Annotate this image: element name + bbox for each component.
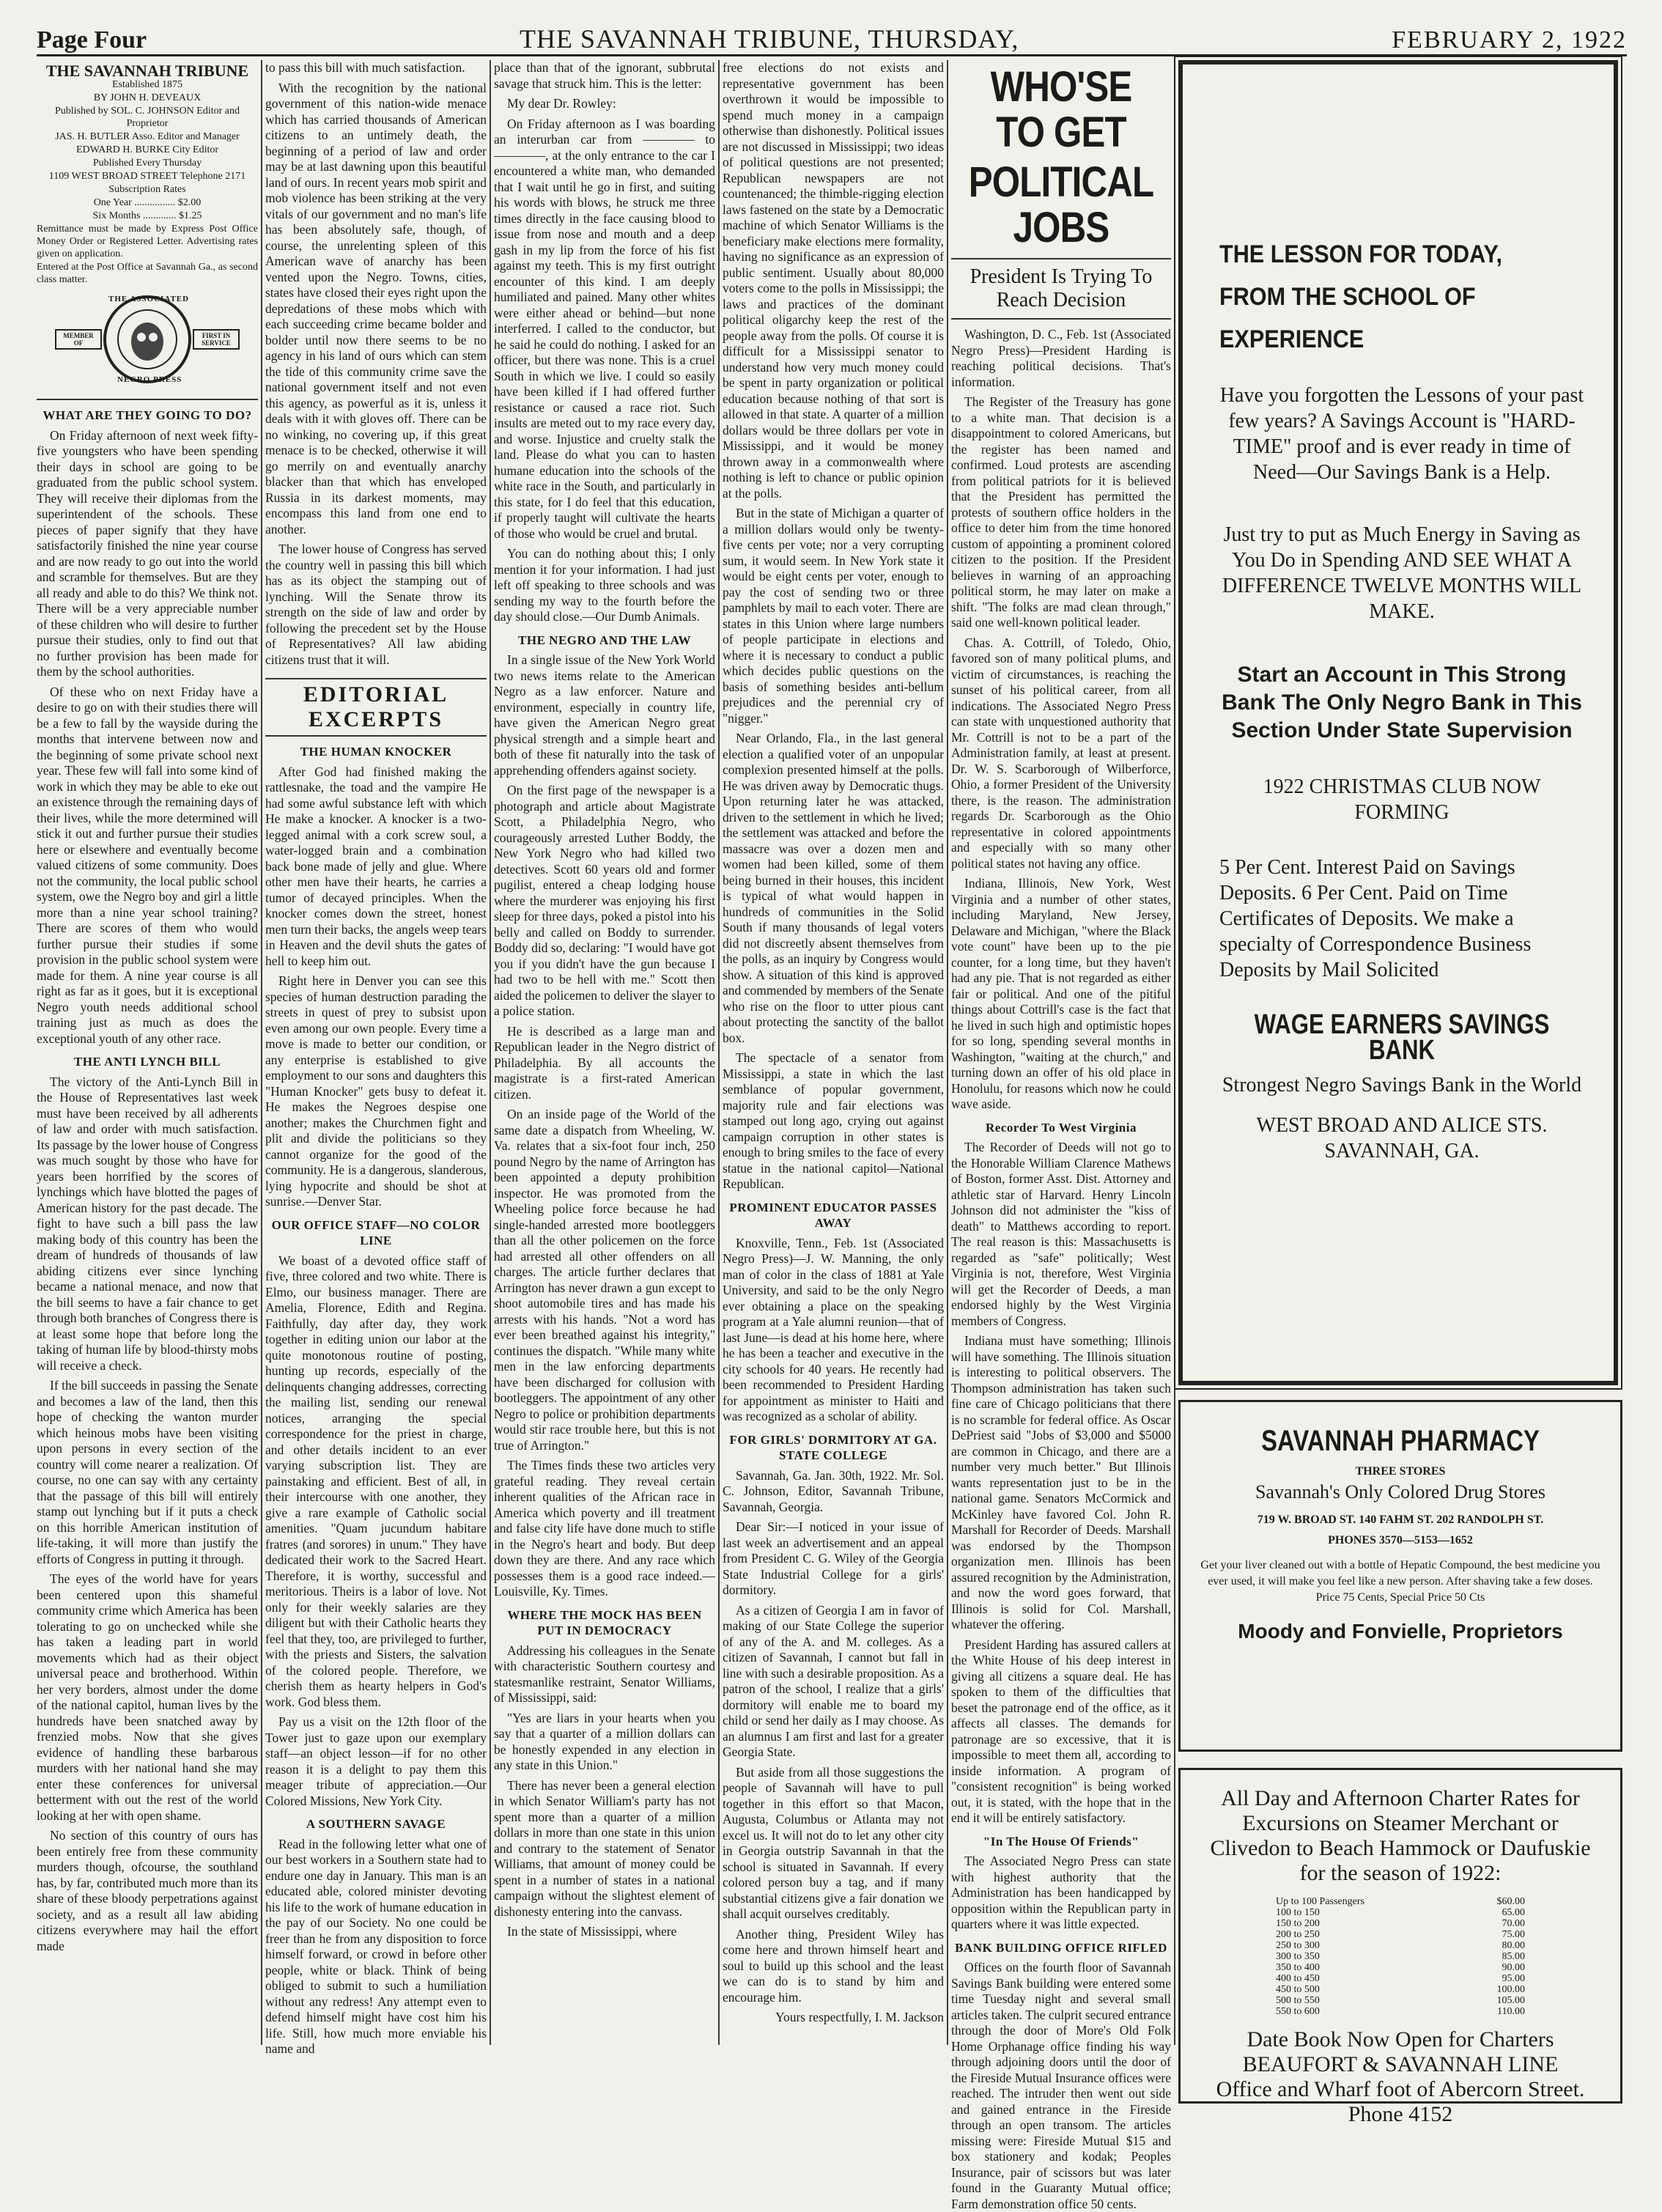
ad-interest: 5 Per Cent. Interest Paid on Savings Deposits. 6 Per Cent. Paid on Time Certificates of Deposits. We make a specialty of Correspondence Business Deposits by Mail Solicited: [1219, 856, 1532, 981]
signature: Yours respectfully, I. M. Jackson: [775, 2010, 944, 2024]
ad-lesson-heading: [1219, 233, 1548, 361]
publisher-line: Published by SOL. C. JOHNSON Editor and Proprietor: [54, 106, 240, 129]
column-rule: [261, 60, 262, 2045]
charter-rate-price: 85.00: [1502, 1951, 1525, 1962]
paragraph: Read in the following letter what one of our best workers in a Southern state had to endure one day in January. This man is an educated able, colored minister devoting his life to the work of humane education in the pay of our Society. No one could be freer than he from any disposition to force himself forward, or crowd in before other people, white or black. Think of being obliged to submit to such a humiliation without any redress! Any attempt even to defend himself might have cost him his life. Still, how much more enviable his name and: [265, 1836, 487, 2056]
charter-book: Date Book Now Open for Charters: [1246, 2027, 1554, 2051]
established-line: Established 1875: [111, 79, 183, 90]
charter-rate-range: 450 to 500: [1276, 1984, 1320, 1995]
charter-rate-price: 95.00: [1502, 1973, 1525, 1984]
paragraph: The spectacle of a senator from Mississippi, a state in which the last semblance of popular government, majority rule and fair elections was stamped out long ago, crying out against campaign corruption in other states is enough to bring smiles to the face of every statue in the national capitol—National Republican.: [723, 1050, 944, 1191]
column-5: [951, 60, 1171, 2211]
paragraph: Indiana, Illinois, New York, West Virginia and a number of other states, including Maryland, New Jersey, Delaware and Michigan, "where the Black vote count" have been up to the pie counter, for a long time, but they haven't had any pie. That is not regarded as either fair or political. And one of the pitiful things about Cottrill's case is the fact that he lived in such high and optimistic hopes for so long, spending several months in Washington, "waiting at the church," and turning down an offer of his old place in Honolulu, for reasons which now he could wave aside.: [951, 876, 1171, 1111]
paragraph: Offices on the fourth floor of Savannah Savings Bank building were entered some time Tuesday night and several small articles taken. The culprit secured entrance through the door of More's Old Folk Home Orphanage office finding his way through adjoining doors until the door of the Fireside Mutual Insurance offices were reached. The intruder then went out side and gained entrance in the Fireside through an open transom. The articles missing were: Fireside Mutual $15 and box stationery and kodak; Peoples Insurance, pair of scissors but was later found in the Guaranty Mutual office; Farm demonstration office 50 cents.: [951, 1960, 1171, 2211]
column-rule: [490, 60, 491, 2045]
charter-rate-row: [1276, 1973, 1525, 1984]
paragraph: We boast of a devoted office staff of five, three colored and two white. There is Elmo, our business manager. There are Amelia, Florence, Edith and Regina. Faithfully, day after day, they work together in editing union our labor at the quite monotonous routine of posting, hunting up records, especially of the delinquents changing addresses, correcting the mailing list, sending our renewal notices, arranging the special correspondence for the priest in charge, and other details incident to an ever varying subscription list. They are painstaking and efficient. Best of all, in their intercourse with one another, they give a rare example of Catholic social amenities. "Quam jucundum habitare fratres (and sorores) in unum." They have dedicated their work to the Sacred Heart. Therefore, it is worthy, successful and meritorious. Theirs is a labor of love. Not only for their weekly salaries are they diligent but with their Catholic hearts they feel that they, too, are privileged to further, with the priests and Sisters, the salvation of the colored people. Therefore, we cherish them as hearty helpers in God's work. God bless them.: [265, 1253, 487, 1709]
paragraph: Of these who on next Friday have a desire to go on with their studies there will be a few to fall by the wayside during the months that intervene between now and the beginning of some private school next year. These few will fall into some kind of work in which they may be able to eke out an existence through the remaining days of their lives, while the more determined will stick it out and further pursue their studies here or elsewhere and eventually become valued citizens of some community. Does not the community, the local public school system, owe the Negro boy and girl a little more than a nine year school training? There are scores of them who would further pursue their studies if some provision in the public school system were made for them. A nine year course is all right as far as it goes, but it is exceptional Negro youth needs additional school training just as much as does the exceptional youth of any other race.: [37, 684, 258, 1046]
charter-rate-row: [1276, 1896, 1525, 1907]
paragraph: Chas. A. Cottrill, of Toledo, Ohio, favored son of many political plums, and victim of circumstances, is reaching the sunset of his political career, from all indications. The Associated Negro Press can state with unquestioned authority that Mr. Cottrill is not to be a part of the Administration family, at least at present. Dr. W. S. Scarborough of Wilberforce, Ohio, a former President of the University there, is the reason. The administration regards Dr. Scarborough as the Ohio representative in colored appointments and especially with so many other political states not having any office.: [951, 635, 1171, 871]
headline: A SOUTHERN SAVAGE: [306, 1817, 446, 1831]
paragraph: On Friday afternoon as I was boarding an interurban car from ———— to————, at the only entrance to the car I encountered a white man, who demanded that I wait until he go in first, and suiting his words with blows, he struck me three times directly in the face causing blood to issue from nose and mouth and a deep gash in my lip from the force of his fist against my teeth. This is my first outright encounter of this kind. I am deeply humiliated and pained. Many other whites were either ahead or behind—but none interferred. I called to the conductor, but he said he could do nothing. I asked for an officer, but there was none. This is a cruel South in which we live. I could so easily have been killed if I had offered further resistance or caused a race riot. Such insults are meted out to my race every day, and worse. Injustice and cruelty stalk the land. Please do what you can to hasten humane education into the schools of the white race in the South, and particularly in this state, for I do feel that this education, if properly taught will cultivate the hearts of those who would be cruel and brutal.: [494, 116, 715, 541]
charter-rate-range: 150 to 200: [1276, 1918, 1320, 1929]
charter-office: Office and Wharf foot of Abercorn Street. Phone 4152: [1216, 2077, 1585, 2126]
charter-rate-price: 110.00: [1497, 2006, 1525, 2017]
paragraph: President Harding has assured callers at the White House of his deep interest in giving all citizens a square deal. He has spoken to them of the difficulties that beset the patronage end of the office, as it affects all classes. The demands for patronage are so excessive, that it is impossible to meet them all, according to inside information. A program of "consistent recognition" is being worked out, it is stated, with the hope that in the end it will be entirely satisfactory.: [951, 1637, 1171, 1825]
pharmacy-three-stores: THREE STORES: [1355, 1465, 1446, 1478]
charter-rate-row: [1276, 2006, 1525, 2017]
paragraph: The Recorder of Deeds will not go to the Honorable William Clarence Mathews of Boston, former Asst. Dist. Attorney and athletic star of Harvard. Henry Lincoln Johnson did not administer the "kiss of death" to Matthews according to report. The real reason is this: Massachusetts is regarded as "safe" politically; West Virginia is not, therefore, West Virginia will get the Recorder of Deeds, a man endorsed highly by the West Virginia members of Congress.: [951, 1140, 1171, 1328]
paragraph: On Friday afternoon of next week fifty-five youngsters who have been spending their days in school are going to be graduated from the public school system. They will receive their diplomas from the superintendent of the schools. These pieces of paper signify that they have satisfactorily finished the nine year course and are now ready to go out into the world and scramble for themselves. But are they all ready and able to do this? We think not. There will be a very appreciable number of these children who will desire to further pursue their studies, only to find out that no further provision has been made for them by the school authorities.: [37, 427, 258, 679]
ad-lesson-line-2: FROM THE SCHOOL OF: [1219, 283, 1476, 311]
paragraph: In a single issue of the New York World two news items relate to the American Negro as a law enforcer. Nature and environment, especially in country life, have given the American Negro great physical strength and a simple heart and both of these fit naturally into the task of apprehending offenders against society.: [494, 652, 715, 778]
paragraph: place than that of the ignorant, subbrutal savage that struck him. This is the letter:: [494, 60, 715, 91]
paper-name: THE SAVANNAH TRIBUNE: [45, 62, 249, 80]
charter-rate-range: 500 to 550: [1276, 1995, 1320, 2006]
charter-line: BEAUFORT & SAVANNAH LINE: [1242, 2052, 1559, 2076]
charter-rate-row: [1276, 1984, 1525, 1995]
paragraph: On an inside page of the World of the same date a dispatch from Wheeling, W. Va. relates that a six-foot four inch, 250 pound Negro by the name of Arrington has been appointed a deputy prohibition inspector. He was promoted from the Wheeling police force because he had single-handed arrested more bootleggers than all the other policemen on the force had arrested all other offenders on all charges. The article further declares that Arrington has never drawn a gun except to shoot automobile tires and has made his arrests with his hands. "Not a word has ever been breathed against his integrity," continues the dispatch. "While many white men in the law enforcing departments have been discharged for collusion with bootleggers. The appointment of any other Negro to police or prohibition departments would stir race trouble here, but this is not true of Arrington.": [494, 1107, 715, 1453]
charter-rate-row: [1276, 1907, 1525, 1918]
headline: FOR GIRLS' DORMITORY AT GA. STATE COLLEGE: [729, 1432, 937, 1462]
page-number: Page Four: [37, 26, 147, 54]
headline: Recorder To West Virginia: [986, 1120, 1137, 1135]
paragraph: There has never been a general election in which Senator William's party has not spent more than a quarter of a million dollars in more than one state in this union and contrary to the statement of Senator Williams, that amount of money could be spent in a number of states in a national campaign without the slightest element of dishonesty entering into the canvass.: [494, 1777, 715, 1919]
paragraph: On the first page of the newspaper is a photograph and article about Magistrate Scott, a Philadelphia Negro, who courageously arrested Luther Boddy, the New York Negro who had killed two detectives. Scott 60 years old and former pugilist, entered a cheap lodging house where the murderer was enjoying his first sleep for three days, poked a pistol into his belly and called on Boddy to surrender. Boddy did so, declaring: "I would have got you if you didn't have the gun because I had two to be hell with me." Scott then aided the policemen to deliver the slayer to a police station.: [494, 783, 715, 1018]
charter-rate-price: 100.00: [1496, 1984, 1525, 1995]
paragraph: The Associated Negro Press can state with highest authority that the Administration has been handicapped by opposition within the Republican party in quarters where it was little expected.: [951, 1854, 1171, 1931]
seal-bottom-text: NEGRO PRESS: [117, 375, 182, 384]
charter-rate-range: 300 to 350: [1276, 1951, 1320, 1962]
pharmacy-addresses: 719 W. BROAD ST. 140 FAHM ST. 202 RANDOLPH ST.: [1257, 1514, 1544, 1526]
column-3: [494, 60, 715, 2045]
paragraph: As a citizen of Georgia I am in favor of making of our State College the superior of any of the A. and M. colleges. As a citizen of Savannah, I cannot but fall in line with such a desirable proposition. As a patron of the school, I realize that a girls' dormitory will enable me to board my child or send her daily as I may choose. As an alumnus I am first and last for a greater Georgia State.: [723, 1602, 944, 1759]
entered-note: Entered at the Post Office at Savannah Ga., as second class matter.: [37, 262, 258, 285]
rate-year: One Year ................ $2.00: [93, 197, 202, 208]
paragraph: After God had finished making the rattlesnake, the toad and the vampire He had some awful substance left with which He make a knocker. A knocker is a two-legged animal with a cork screw soul, a water-logged brain and a combination back bone made of jelly and glue. Where other men have their hearts, he carries a tumor of decayed principles. When the knocker comes down the street, honest men turn their backs, the angels weep tears in Heaven and the devil shuts the gates of hell to keep him out.: [265, 764, 487, 968]
bank-name: WAGE EARNERS SAVINGS BANK: [1254, 1009, 1550, 1066]
column-4: [723, 60, 944, 2045]
paragraph: If the bill succeeds in passing the Senate and becomes a law of the land, then this hope of checking the wanton murder which heinous mobs have been visiting upon persons in every section of the country will come nearer a realization. Of course, no one can say with any certainty that the passage of this bill will entirely stamp out lynching but if it puts a check on this horrible American institution of life-taking, it will more than justify the efforts of Congress in putting it through.: [37, 1378, 258, 1566]
column-rule: [1174, 60, 1175, 2045]
advertisement-panel: [1178, 60, 1627, 2126]
headline: PROMINENT EDUCATOR PASSES AWAY: [729, 1200, 937, 1230]
paragraph: to pass this bill with much satisfaction.: [265, 60, 465, 75]
paragraph: Knoxville, Tenn., Feb. 1st (Associated Negro Press)—J. W. Manning, the only man of color in the class of 1881 at Yale University, and said to be the only Negro ever obtaining a place on the speaking program at a Yale alumni reunion—that of last June—is dead at his home here, where he has been a teacher and executive in the city schools for 40 years. He recently had been recommended to President Harding for appointment as minister to Haiti and was recognized as a scholar of ability.: [723, 1235, 944, 1423]
headline: WHERE THE MOCK HAS BEEN PUT IN DEMOCRACY: [507, 1607, 702, 1637]
paragraph: Right here in Denver you can see this species of human destruction parading the streets in quest of prey to subsist upon even among our own people. Every time a move is made to better our condition, or any enterprise is established to give employment to our sons and daughters this "Human Knocker" gets busy to defeat it. He makes the Negroes despise one another; makes the Churchmen fight and plit and divide the politicians so they cannot organize for the good of the community. He is a dangerous, slanderous, lying hypocrite and should be shot at sunrise.—Denver Star.: [265, 973, 487, 1209]
paragraph: The Register of the Treasury has gone to a white man. That decision is a disappointment to colored Americans, but the register has been named and confirmed. Loud protests are ascending from political patriots for it is believed that the President has permitted the protests of southern office holders in the office to deter him from the time honored custom of appointing a prominent colored citizen to the position. If the President believes in warning of an approaching political storm, he may later on make a shift. "The folks are mad clean through," said one well-known political leader.: [951, 394, 1171, 630]
paragraph: Pay us a visit on the 12th floor of the Tower just to gaze upon our exemplary staff—an object lesson—if for no other reason it is a delight to pay them this meager tribute of appreciation.—Our Colored Missions, New York City.: [265, 1714, 487, 1808]
paragraph: The Times finds these two articles very grateful reading. They reveal certain inherent qualities of the African race in America which poverty and ill treatment and false city life have done much to stifle in the Negro's heart and body. But deep down they are there. And any race which possesses them is a good race indeed.—Louisville, Ky. Times.: [494, 1458, 715, 1599]
charter-rate-table: [1276, 1896, 1525, 2017]
headline: THE NEGRO AND THE LAW: [518, 633, 691, 647]
headline: "In The House Of Friends": [983, 1834, 1140, 1848]
rate-six-months: Six Months ............. $1.25: [92, 210, 202, 221]
big-headline-line-1: WHO'SE TO GET: [990, 63, 1132, 156]
editorial-excerpts-heading: EDITORIAL EXCERPTS: [265, 678, 487, 737]
bank-address: WEST BROAD AND ALICE STS.: [1256, 1114, 1548, 1137]
charter-rate-row: [1276, 1940, 1525, 1951]
paragraph: In the state of Mississippi, where: [507, 1924, 677, 1939]
paragraph: With the recognition by the national government of this nation-wide menace which has carried thousands of American citizens to an untimely death, the beginning of a period of law and order may be at last dawning upon this beautiful land of ours. In recent years mob spirit and mob violence has been striking at the very vitals of our government and no man's life has been absolutely safe, though, of course, the unrelenting spleen of this American wave of anarchy has been vented upon the Negro. Towns, cities, states have closed their eyes right upon the depredations of these mobs which with each succeeding crime became bolder and bolder until now there seems to be no agency in his land of ours which can stem the tide of this community crime save the national government itself and not even this agency, as powerful as it is, unless it deals with it with gloves off. There can be no winking, no covering up, if this great menace is to be checked, otherwise it will go merrily on and eventually anarchy blacker than that which has enveloped Russia in its darkest moments, may encompass this land from one end to another.: [265, 80, 487, 537]
paragraph: free elections do not exists and representative government has been overthrown it would be impossible to spend much money in a campaign otherwise than dishonestly. Political issues are not discussed in Mississippi; two ideas of political questions are not presented; Republican newspapers are not countenanced; the thimble-rigging election laws fastened on the state by a Democratic machine of which Senator Williams is the beneficiary make elections mere formality, having no significance as an expression of public sentiment. Usually about 80,000 voters come to the polls in Mississippi; the laws and practices of the dominant political oligarchy keep the rest of the people away from the polls. Of course it is difficult for a Mississippi senator to understand how very much money could be spent in party organization or political education because nothing of that sort is allowed in that state. A quarter of a million dollars would be three dollars per vote in Mississippi, and it would be money thrown away in a commonwealth where nothing is left to chance or public opinion at the polls.: [723, 60, 944, 501]
staff-box: [37, 64, 258, 400]
pharmacy-phones: PHONES 3570—5153—1652: [1328, 1534, 1473, 1546]
charter-rate-range: 200 to 250: [1276, 1929, 1320, 1940]
charter-rate-range: 350 to 400: [1276, 1962, 1320, 1973]
charter-rate-row: [1276, 1951, 1525, 1962]
charter-rate-row: [1276, 1995, 1525, 2006]
publication-line: Published Every Thursday: [92, 158, 202, 169]
pharmacy-proprietors: Moody and Fonvielle, Proprietors: [1238, 1620, 1563, 1643]
charter-intro: All Day and Afternoon Charter Rates for Excursions on Steamer Merchant or Clivedon to Beach Hammock or Daufuskie for the season of 1922:: [1210, 1786, 1591, 1885]
paragraph: He is described as a large man and Republican leader in the Negro district of Philadelphia. By all accounts the magistrate is a first-rated American citizen.: [494, 1023, 715, 1102]
paragraph: Washington, D. C., Feb. 1st (Associated Negro Press)—President Harding is reaching political decisions. That's information.: [951, 327, 1171, 389]
paragraph: Near Orlando, Fla., in the last general election a qualified voter of an unpopular complexion presented himself at the polls. He was driven away by Democratic thugs. Upon returning later he was attacked, driven to the settlement in which he lived; the settlement was attacked and before the massacre was over a dozen men and women had been killed, some of them being burned in their houses, this incident is typical of what would happen in hundreds of communities in the Solid South if many thousands of legal voters did not discreetly absent themselves from the polls, as an inquiry by Congress would show. A situation of this kind is approved and commended by members of the Senate who rise on the floor to utter pious cant about protecting the sanctity of the ballot box.: [723, 731, 944, 1045]
paragraph: The eyes of the world have for years been centered upon this shameful community crime which America has been tolerating to go on unchecked while she has taken a leading part in world movements which had as their object universal peace and brotherhood. Within her very borders, almost under the dome of the national capitol, human lives by the hundreds have been snatched away by frenzied mobs. Now that she gives evidence of handling these barbarous murders with her national hand she may enter these conferences for universal betterment with out the rest of the world looking at her with open shame.: [37, 1571, 258, 1823]
charter-rate-price: 90.00: [1502, 1962, 1525, 1973]
column-rule: [947, 60, 948, 2045]
charter-rate-range: Up to 100 Passengers: [1276, 1896, 1364, 1907]
seal-left-text: MEMBER OF: [63, 332, 94, 347]
paragraph: But aside from all those suggestions the people of Savannah will have to pull together in this effort so that Macon, Augusta, Columbus or Atlanta may not excel us. It will not do to let any other city in Georgia outstrip Savannah in that the school is situated in Savannah. If every colored person buy a tag, and if many substantial citizens give a fair donation we shall acquit ourselves creditably.: [723, 1764, 944, 1921]
ad-lesson-line-1: THE LESSON FOR TODAY,: [1219, 240, 1502, 268]
seal-right-text: FIRST IN SERVICE: [202, 332, 231, 347]
ad-christmas-club: 1922 CHRISTMAS CLUB NOW FORMING: [1263, 775, 1541, 824]
charter-rate-price: 70.00: [1502, 1918, 1525, 1929]
seal-top-text: THE ASSOCIATED: [108, 295, 190, 303]
charter-rates-ad: [1178, 1768, 1622, 2126]
charter-rate-price: $60.00: [1496, 1896, 1525, 1907]
pharmacy-liver-note: Get your liver cleaned out with a bottle of Hepatic Compound, the best medicine you ever used, it will make you feel like a new person. After shaving take a few doses. Price 75 Cents, Special Price 50 Cts: [1200, 1559, 1600, 1604]
paragraph: Addressing his colleagues in the Senate with characteristic Southern courtesy and statesmanlike restraint, Senator Williams, of Mississippi, said:: [494, 1643, 715, 1705]
masthead: [37, 16, 1627, 56]
city-editor-line: EDWARD H. BURKE City Editor: [75, 144, 219, 155]
address-line: 1109 WEST BROAD STREET Telephone 2171: [48, 171, 246, 182]
ad-start-account: Start an Account in This Strong Bank The Only Negro Bank in This Section Under State Supervision: [1222, 663, 1582, 742]
paragraph: "Yes are liars in your hearts when you say that a quarter of a million dollars can be honestly expended in any election in any state in this Union.": [494, 1710, 715, 1772]
subheadline: President Is Trying To Reach Decision: [951, 258, 1171, 320]
associate-editor-line: JAS. H. BUTLER Asso. Editor and Manager: [55, 131, 240, 142]
headline: WHAT ARE THEY GOING TO DO?: [43, 408, 252, 422]
paragraph: No section of this country of ours has been entirely free from these community murders though, ofcourse, the southland has, by far, contributed much more than its share of these bloody perpetrations against society, and as a result all law abiding citizens everywhere may hail the effort made: [37, 1828, 258, 1953]
ad-paragraph: Just try to put as Much Energy in Saving as You Do in Spending AND SEE WHAT A DIFFERENCE TWELVE MONTHS WILL MAKE.: [1222, 523, 1582, 623]
paragraph: But in the state of Michigan a quarter of a million dollars would only be twenty-five cents per vote; nor a very corrupting sum, it would seem. In New York state it would be eight cents per voter, enough to pay the cost of sending two or three pamphlets by mail to each voter. There are states in this Union where large numbers of people participate in elections and where it is necessary to conduct a public which decides public questions on the basis of something besides anti-bellum prejudices and the perennial cry of "nigger.": [723, 506, 944, 726]
paragraph: My dear Dr. Rowley:: [507, 96, 616, 111]
wage-earners-bank-ad: [1178, 60, 1618, 1385]
issue-date: FEBRUARY 2, 1922: [1392, 26, 1627, 54]
charter-rate-range: 250 to 300: [1276, 1940, 1320, 1951]
remittance-note: Remittance must be made by Express Post Office Money Order or Registered Letter. Advertising rates given on application.: [37, 224, 258, 259]
founder-line: BY JOHN H. DEVEAUX: [93, 92, 202, 103]
bank-city: SAVANNAH, GA.: [1324, 1140, 1480, 1162]
rates-heading: Subscription Rates: [108, 184, 186, 195]
charter-rate-price: 105.00: [1496, 1995, 1525, 2006]
charter-rate-range: 550 to 600: [1276, 2006, 1320, 2017]
pharmacy-tagline: Savannah's Only Colored Drug Stores: [1255, 1481, 1546, 1503]
headline: BANK BUILDING OFFICE RIFLED: [955, 1940, 1167, 1955]
paragraph: Dear Sir:—I noticed in your issue of last week an advertisement and an appeal from President C. G. Wiley of the Georgia State Industrial College for a girls' dormitory.: [723, 1519, 944, 1597]
column-rule: [718, 60, 720, 2045]
charter-rate-row: [1276, 1962, 1525, 1973]
associated-negro-press-seal: [56, 292, 239, 387]
charter-rate-price: 75.00: [1502, 1929, 1525, 1940]
paragraph: The lower house of Congress has served the country well in passing this bill which has as its object the stamping out of lynching. Will the Senate throw its strength on the side of law and order by following the precedent set by the House of Representatives? All law abiding citizens trust that it will.: [265, 542, 487, 667]
paragraph: Savannah, Ga. Jan. 30th, 1922. Mr. Sol. C. Johnson, Editor, Savannah Tribune, Savannah, Georgia.: [723, 1467, 944, 1514]
headline: THE ANTI LYNCH BILL: [73, 1055, 221, 1069]
charter-rate-price: 80.00: [1502, 1940, 1525, 1951]
charter-rate-row: [1276, 1918, 1525, 1929]
paragraph: You can do nothing about this; I only mention it for your information. I had just left off speaking to three schools and was sending my way to the fourth before the day should close.—Our Dumb Animals.: [494, 546, 715, 624]
ad-lesson-line-3: EXPERIENCE: [1219, 325, 1364, 353]
headline: OUR OFFICE STAFF—NO COLOR LINE: [271, 1217, 481, 1247]
paragraph: The victory of the Anti-Lynch Bill in the House of Representatives last week must have been received by all adherents of law and order with much satisfaction. Its passage by the lower house of Congress was much sought by those who have for years been horrified by the scores of lynchings which have blotted the pages of American history for the past decade. The fight to have such a bill pass the law making body of this country has been the dream of hundreds of thousands of law abiding citizens ever since lynching became a national menace, and now that the bill seems to have a fair chance to get through both branches of Congress there is at least some hope that before long the taking of human life by blood-thirsty mobs will receive a check.: [37, 1074, 258, 1373]
charter-rate-price: 65.00: [1502, 1907, 1525, 1918]
ad-strongest: Strongest Negro Savings Bank in the World: [1222, 1074, 1582, 1096]
ad-paragraph: Have you forgotten the Lessons of your past few years? A Savings Account is "HARD-TIME" proof and is ever ready in time of Need—Our Savings Bank is a Help.: [1219, 384, 1584, 484]
big-headline-line-2: POLITICAL JOBS: [968, 158, 1154, 251]
charter-rate-range: 100 to 150: [1276, 1907, 1320, 1918]
charter-rate-range: 400 to 450: [1276, 1973, 1320, 1984]
paragraph: Another thing, President Wiley has come here and thrown himself heart and soul to build up this school and the least we can do is to stand by him and encourage him.: [723, 1926, 944, 2005]
column-2: [265, 60, 487, 2056]
newspaper-title: THE SAVANNAH TRIBUNE, THURSDAY,: [519, 24, 1019, 54]
headline: THE HUMAN KNOCKER: [300, 745, 452, 759]
paragraph: Indiana must have something; Illinois will have something. The Illinois situation is interesting to political observers. The Thompson administration has taken such fine care of Chicago politicians that there is no scramble for federal office. As Oscar DePriest said "Jobs of $3,000 and $5000 are common in Chicago, and there are a number very much better." But Illinois wants representation just to be in the national game. Senators McCormick and McKinley have favored Col. John R. Marshall for Recorder of Deeds. Marshall was endorsed by the Thompson organization men. Illinois has been assured recognition by the Administration, and now the word goes forward, that Illinois is solid for Col. Marshall, whatever the offering.: [951, 1333, 1171, 1632]
savannah-pharmacy-ad: [1178, 1400, 1622, 1752]
charter-rate-row: [1276, 1929, 1525, 1940]
pharmacy-name: SAVANNAH PHARMACY: [1261, 1425, 1540, 1457]
column-1: [37, 60, 258, 2045]
